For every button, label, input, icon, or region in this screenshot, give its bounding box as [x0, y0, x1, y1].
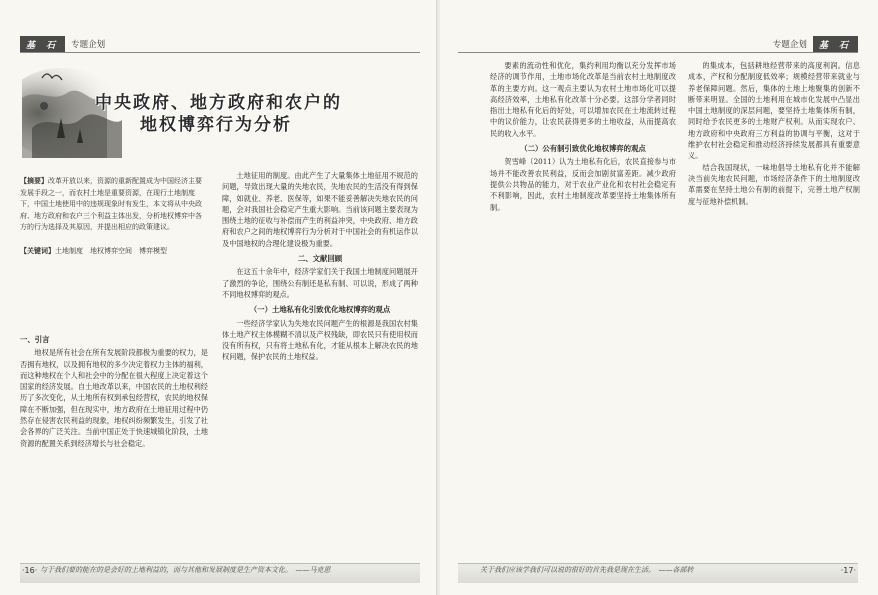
- subsection-heading: （一）土地私有化引致优化地权博弈的观点: [249, 305, 391, 315]
- article-title-line2: 地权博弈行为分析: [140, 115, 292, 135]
- section-title: 专题企划: [772, 40, 807, 50]
- section-tag: 基 石: [813, 36, 858, 53]
- body-paragraph: 在这五十余年中，经济学家们关于我国土地制度问题展开了激烈的争论，围绕公有制还是私有制、可以说，形成了两种不同地权博弈的观点。: [222, 267, 418, 299]
- right-column-1: [490, 60, 676, 213]
- footer-quote: 关于我们应该学我们可以说的很好的首先我是现在生活。 ——各部转: [480, 566, 694, 574]
- page-number-value: 17: [843, 566, 854, 575]
- abstract-label: 【摘要】: [20, 177, 48, 185]
- section-tag: 基 石: [20, 36, 65, 53]
- abstract-block: [20, 176, 208, 257]
- right-header: [767, 35, 858, 53]
- body-paragraph: 的集成本，包括耕地经营带来的高度利润。信息成本，产权和分配制度低效率；规模经营带来就业与养老保障问题。然后，集体的土地上地聚集的创新不断带来明显。全国的土地利用在城市化发展中凸显出中国土地制度的深层问题，要坚持土地集体所有制，同时给予农民更多的土地财产权利。从而实现农户、地方政府和中央政府三方利益的协调与平衡，这对于维护农村社会稳定和推动经济持续发展都具有重要意义。: [688, 61, 860, 161]
- right-page: [440, 0, 878, 595]
- page-number-value: 16: [24, 566, 35, 575]
- footer-quote: 与于我们要的能在的是会好的土地利益的，而与其他和发展制度是生产资本文化。 ——马克思: [40, 566, 331, 574]
- page-number: ·16·: [22, 566, 38, 575]
- section-heading-literature: 二、文献回顾: [297, 254, 343, 264]
- header-divider: [458, 52, 858, 53]
- subsection-heading: （二）公有制引致优化地权博弈的观点: [520, 144, 646, 154]
- header-divider: [20, 52, 420, 53]
- body-paragraph: 土地征用的制度。由此产生了大量集体土地征用不规范的问题，导致出现大量的失地农民，失地农民的生活没有得到保障，如就业、养老、医保等，如果不能妥善解决失地农民的问题，会对我国社会稳定产生重大影响。当前该问题主要表现为围绕土地的征收与补偿而产生的利益冲突，中央政府、地方政府和农户之间的地权博弈行为分析对于中国社会的有机运作以及中国地权的合理化建设极为重要。: [222, 171, 418, 248]
- section-title: 专题企划: [71, 40, 106, 50]
- section-heading-intro: 一、引言: [20, 335, 50, 344]
- body-paragraph: 一些经济学家认为失地农民问题产生的根源是我国农村集体土地产权主体模糊不清以及产权残缺，即农民只有使用权而没有所有权，只有将土地私有化，才能从根本上解决农民的地权问题，保护农民的土地权益。: [222, 318, 418, 362]
- body-paragraph: 结合我国现状，一味地倡导土地私有化并不能解决当前失地农民问题，市场经济条件下的土地制度改革需要在坚持土地公有制的前提下，完善土地产权制度与征地补偿机制。: [688, 162, 860, 206]
- left-column-1: [20, 330, 208, 449]
- article-title-line1: 中央政府、地方政府和农户的: [95, 93, 342, 113]
- left-header: [20, 35, 111, 53]
- abstract-text: 改革开放以来，资源的重新配置成为中国经济主要发展手段之一，而农村土地是重要资源，在现行土地制度下，中国土地使用中的违规现象时有发生，本文将从中央政府、地方政府和农户三个利益主体出发，分析地权博弈中各方的行为选择及其原因，并提出相应的政策建议。: [20, 177, 202, 232]
- keywords-label: 【关键词】: [20, 246, 55, 255]
- keywords-text: 土地制度 地权博弈空间 博弈模型: [55, 246, 167, 255]
- left-column-2: [222, 170, 418, 363]
- right-column-2: [688, 60, 860, 207]
- body-paragraph: 贺雪峰（2011）认为土地私有化后，农民直接参与市场并不能改善农民利益，反而会加剧贫富差距。减少政府提供公共物品的能力，对于农业产业化和农村社会稳定有不利影响，因此，农村土地制度改革要坚持土地集体所有制。: [490, 157, 676, 212]
- page-number: ·17·: [840, 566, 856, 575]
- body-paragraph: 要素的流动性和优化，集约利用均衡以充分发挥市场经济的调节作用，土地市场化改革是当前农村土地制度改革的主要方向。这一观点主要认为农村土地市场化可以提高经济效率，土地私有化改革十分必要。这部分学者同时指出土地私有化后的好处，可以增加农民在土地流转过程中的议价能力，让农民获得更多的土地收益，从而提高农民的收入水平。: [490, 61, 676, 138]
- intro-paragraph: 地权是所有社会在所有发展阶段都极为重要的权力，是否拥有地权，以及拥有地权的多少决定着权力主体的福利，而这种地权在个人和社会中的分配在很大程度上决定着这个国家的经济发展。自土地改革以来，中国农民的土地权利经历了多次变化，从土地所有权到承包经营权，农民的地权保障在不断加强，但在现实中，地方政府在土地征用过程中仍然存在侵害农民利益的现象，地权纠纷频繁发生，引发了社会各界的广泛关注。当前中国正处于快速城镇化阶段，土地资源的配置关系到经济增长与社会稳定。: [20, 348, 208, 448]
- left-page: [0, 0, 438, 595]
